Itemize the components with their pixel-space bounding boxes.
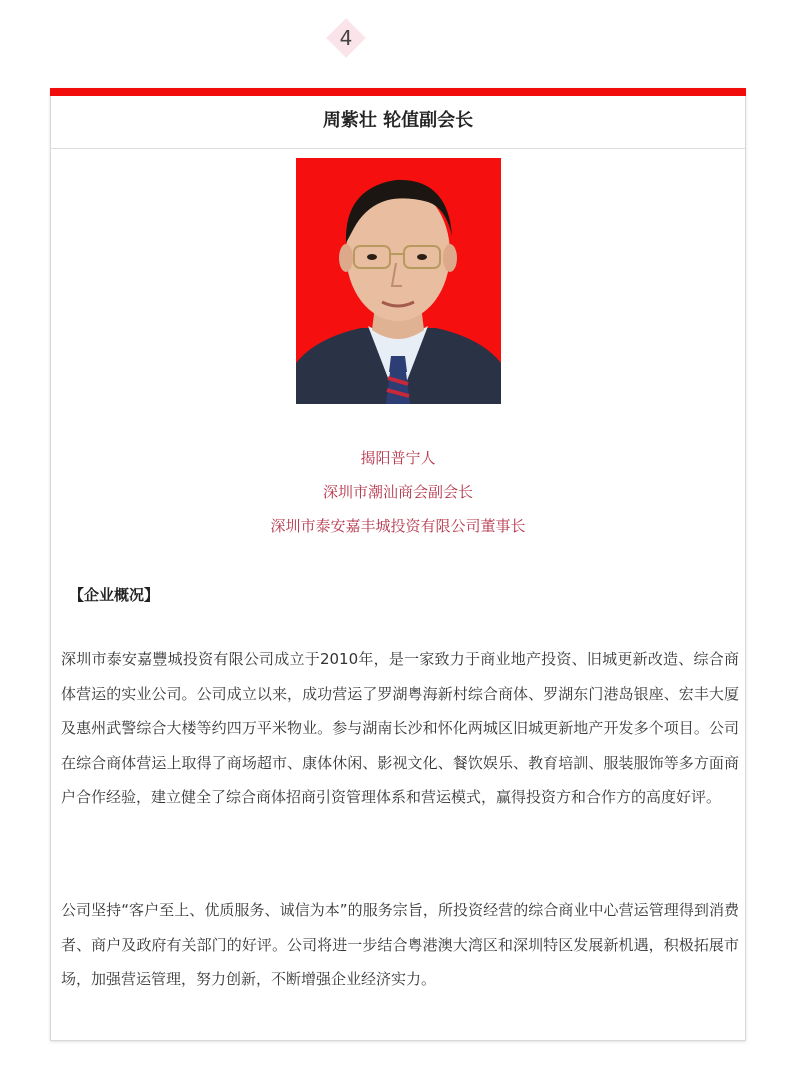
page-number-badge — [326, 18, 366, 58]
role-company: 深圳市泰安嘉丰城投资有限公司董事长 — [270, 517, 526, 535]
profile-title: 周紫壮 轮值副会长 — [51, 96, 745, 149]
company-paragraph-2: 公司坚持“客户至上、优质服务、诚信为本”的服务宗旨，所投资经营的综合商业中心营运管理得到消费者、商户及政府有关部门的好评。公司将进一步结合粤港澳大湾区和深圳特区发展新机遇，积极拓展市场，加强营运管理，努力创新，不断增强企业经济实力。 — [61, 901, 739, 988]
company-paragraph-1: 深圳市泰安嘉豐城投资有限公司成立于2010年，是一家致力于商业地产投资、旧城更新改造、综合商体营运的实业公司。公司成立以来，成功营运了罗湖粤海新村综合商体、罗湖东门港岛银座、宏丰大厦及惠州武警综合大楼等约四万平米物业。参与湖南长沙和怀化两城区旧城更新地产开发多个项目。公司在综合商体营运上取得了商场超市、康体休闲、影视文化、餐饮娱乐、教育培訓、服装服饰等多方面商户合作经验，建立健全了综合商体招商引资管理体系和营运模式，赢得投资方和合作方的高度好评。 — [61, 650, 739, 806]
role-chamber: 深圳市潮汕商会副会长 — [322, 483, 473, 501]
portrait-illustration — [296, 158, 501, 404]
section-title: 【企业概况】 — [69, 586, 160, 604]
role-list — [51, 446, 745, 548]
accent-bar — [50, 88, 746, 96]
profile-card — [50, 88, 746, 1041]
role-hometown: 揭阳普宁人 — [360, 449, 436, 467]
page-number: 4 — [339, 26, 353, 50]
portrait-photo — [296, 158, 501, 404]
